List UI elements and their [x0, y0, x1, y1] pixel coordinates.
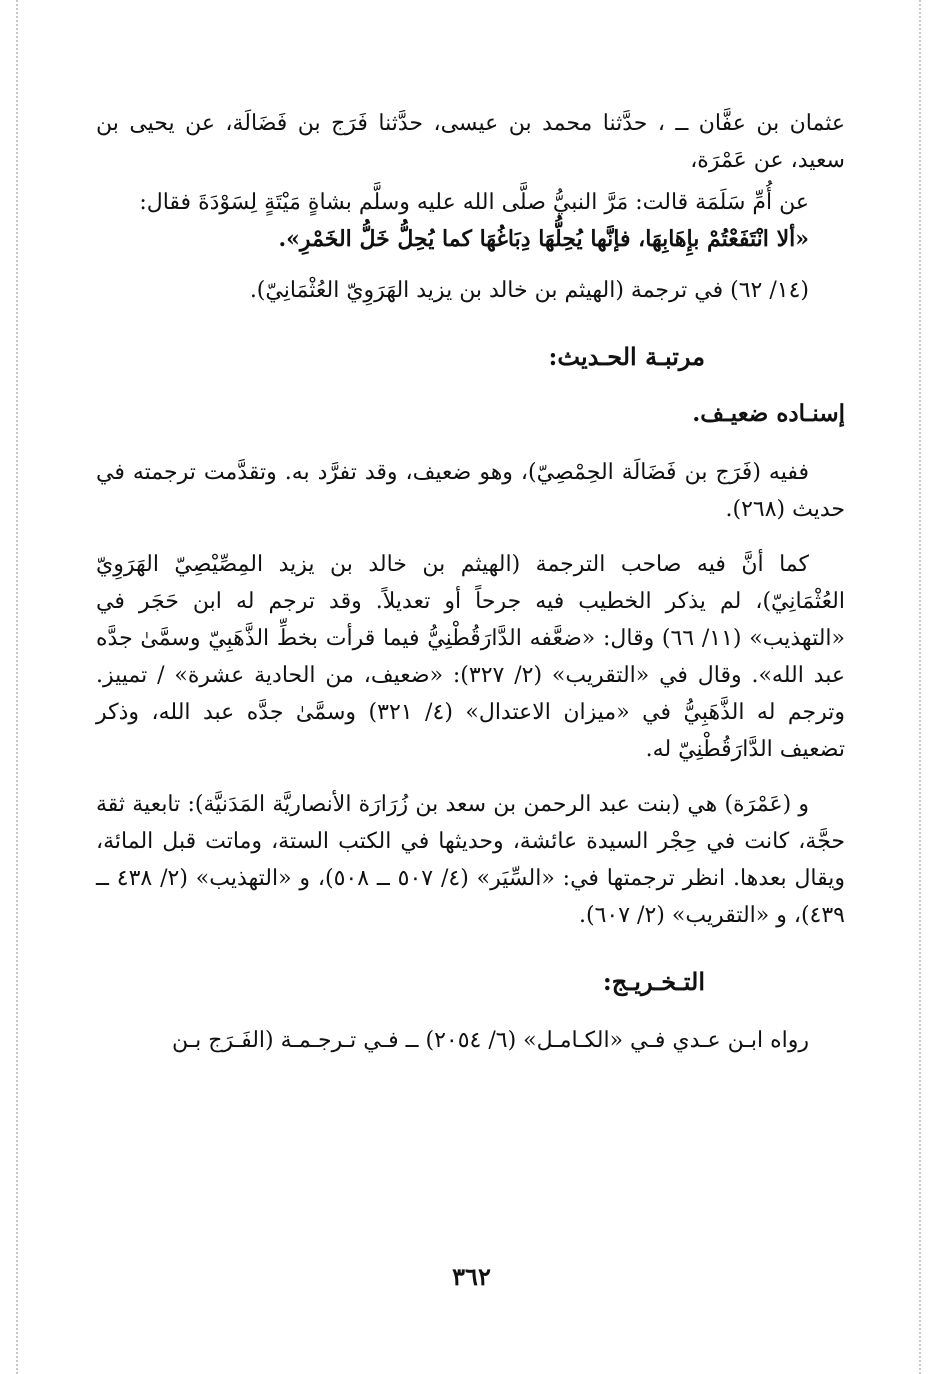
narrator-note-paragraph: كما أنَّ فيه صاحب الترجمة (الهيثم بن خالد بن يزيد المِصِّيْصِيّ الهَرَوِيّ العُثْمَانِيّ)، لم يذكر الخطيب فيه جرحاً أو تعديلاً. وقد ترجم له ابن حَجَر في «التهذيب» (١١/ ٦٦) وقال: «ضعَّفه الدَّارَقُطْنِيُّ فيما قرأت بخطِّ الذَّهَبِيّ وسمَّىٰ جدَّه عبد الله». وقال في «التقريب» (٢/ ٣٢٧): «ضعيف، من الحادية عشرة» / تمييز. وترجم له الذَّهَبِيُّ في «ميزان الاعتدال» (٤/ ٣٢١) وسمَّىٰ جدَّه عبد الله، وذكر تضعيف الدَّارَقُطْنِيّ له.: [96, 552, 846, 762]
narration-paragraph: [96, 184, 845, 258]
takhrij-paragraph: رواه ابـن عـدي فـي «الكـامـل» (٦/ ٢٠٥٤) ــ فـي تـرجـمـة (الفَـرَج بـن: [171, 1028, 809, 1053]
chain-paragraph: عثمان بن عفَّان ــ ، حدَّثنا محمد بن عيسى، حدَّثنا فَرَج بن فَضَالَة، عن يحيى بن سعيد، عن عَمْرَة،: [96, 111, 845, 173]
heading-takhrij: التـخـريـج:: [602, 967, 705, 996]
narration-intro: عن أُمِّ سَلَمَة قالت: مَرَّ النبيُّ صلَّى الله عليه وسلَّم بشاةٍ مَيْتَةٍ لِسَوْدَةَ فقال:: [139, 190, 809, 215]
hadith-text: «ألا انْتَفَعْتُمْ بإِهَابِهَا، فإنَّها يُحِلُّهَا دِبَاغُهَا كما يُحِلُّ خَلُّ الخَمْرِ».: [278, 226, 809, 252]
amra-note-paragraph: و (عَمْرَة) هي (بنت عبد الرحمن بن سعد بن زُرَارَة الأنصاريَّة المَدَنيَّة): تابعية ثقة حجَّة، كانت في حِجْر السيدة عائشة، وحديثها في الكتب الستة، وماتت قبل المائة، ويقال بعدها. انظر ترجمتها في: «السِّيَر» (٤/ ٥٠٧ ــ ٥٠٨)، و «التهذيب» (٢/ ٤٣٨ ــ ٤٣٩)، و «التقريب» (٢/ ٦٠٧).: [96, 792, 846, 928]
heading-hadith-rank: مرتبـة الحـديث:: [548, 342, 705, 371]
weakness-paragraph: ففيه (فَرَج بن فَضَالَة الحِمْصِيّ)، وهو ضعيف، وقد تفرَّد به. وتقدَّمت ترجمته في حديث (٢٦٨).: [96, 460, 845, 522]
isnad-grade: إسنـاده ضعيـف.: [692, 400, 845, 427]
reference-paragraph: (١٤/ ٦٢) في ترجمة (الهيثم بن خالد بن يزيد الهَرَوِيّ العُثْمَانِيّ).: [249, 278, 809, 303]
page-number: ٣٦٢: [452, 1262, 491, 1291]
